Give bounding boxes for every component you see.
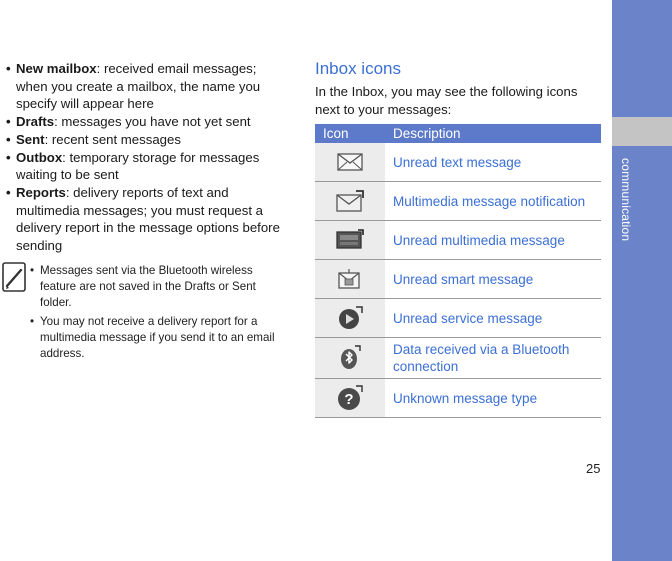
table-row [315,299,601,338]
icon-cell [315,221,385,260]
description-cell: Multimedia message notification [385,182,601,221]
description-cell: Data received via a Bluetooth connection [385,338,601,379]
icon-cell [315,379,385,418]
list-item: • Drafts: messages you have not yet sent [6,113,251,129]
table-row [315,338,601,379]
list-item: • Sent: recent sent messages [6,131,181,147]
unknown-message-icon [337,385,363,411]
table-row [315,143,601,182]
column-header-description: Description [385,124,601,143]
unread-smart-message-icon [337,268,363,290]
note-item: • You may not receive a delivery report for a multimedia message if you send it to an email address. [30,314,275,361]
section-title: Inbox icons [315,59,401,78]
table-row [315,379,601,418]
table-header-row [315,124,601,143]
table-row [315,182,601,221]
chapter-label: communication [619,158,633,242]
bluetooth-data-icon [339,345,361,371]
description-cell: Unread text message [385,143,601,182]
description-cell: Unknown message type [385,379,601,418]
unread-service-message-icon [337,306,363,330]
description-cell: Unread multimedia message [385,221,601,260]
page-number: 25 [586,461,601,476]
svg-text:?: ? [344,391,354,408]
unread-text-message-icon [337,153,363,171]
side-tab-highlight [612,117,672,146]
inbox-icons-table [315,124,601,418]
description-cell: Unread service message [385,299,601,338]
note-item: • Messages sent via the Bluetooth wireless feature are not saved in the Drafts or Sent folder. [30,264,256,310]
section-intro: In the Inbox, you may see the following icons next to your messages: [315,84,578,117]
list-item: • Outbox: temporary storage for messages waiting to be sent [6,149,260,183]
icon-cell [315,143,385,182]
note-pencil-icon [2,262,26,292]
unread-multimedia-message-icon [336,229,364,251]
notes-list [30,263,285,364]
message-folders-list [3,60,283,254]
icon-cell [315,299,385,338]
icon-cell [315,182,385,221]
list-item: • Reports: delivery reports of text and multimedia messages; you must request a delivery report in the message options before sending [6,185,280,253]
icon-cell [315,260,385,299]
list-item: • New mailbox: received email messages; when you create a mailbox, the name you specify will appear here [6,61,261,111]
description-cell: Unread smart message [385,260,601,299]
table-row [315,221,601,260]
mms-notification-icon [336,190,364,212]
column-header-icon: Icon [315,124,385,143]
table-row [315,260,601,299]
chapter-side-tab [612,0,672,561]
icon-cell [315,338,385,379]
